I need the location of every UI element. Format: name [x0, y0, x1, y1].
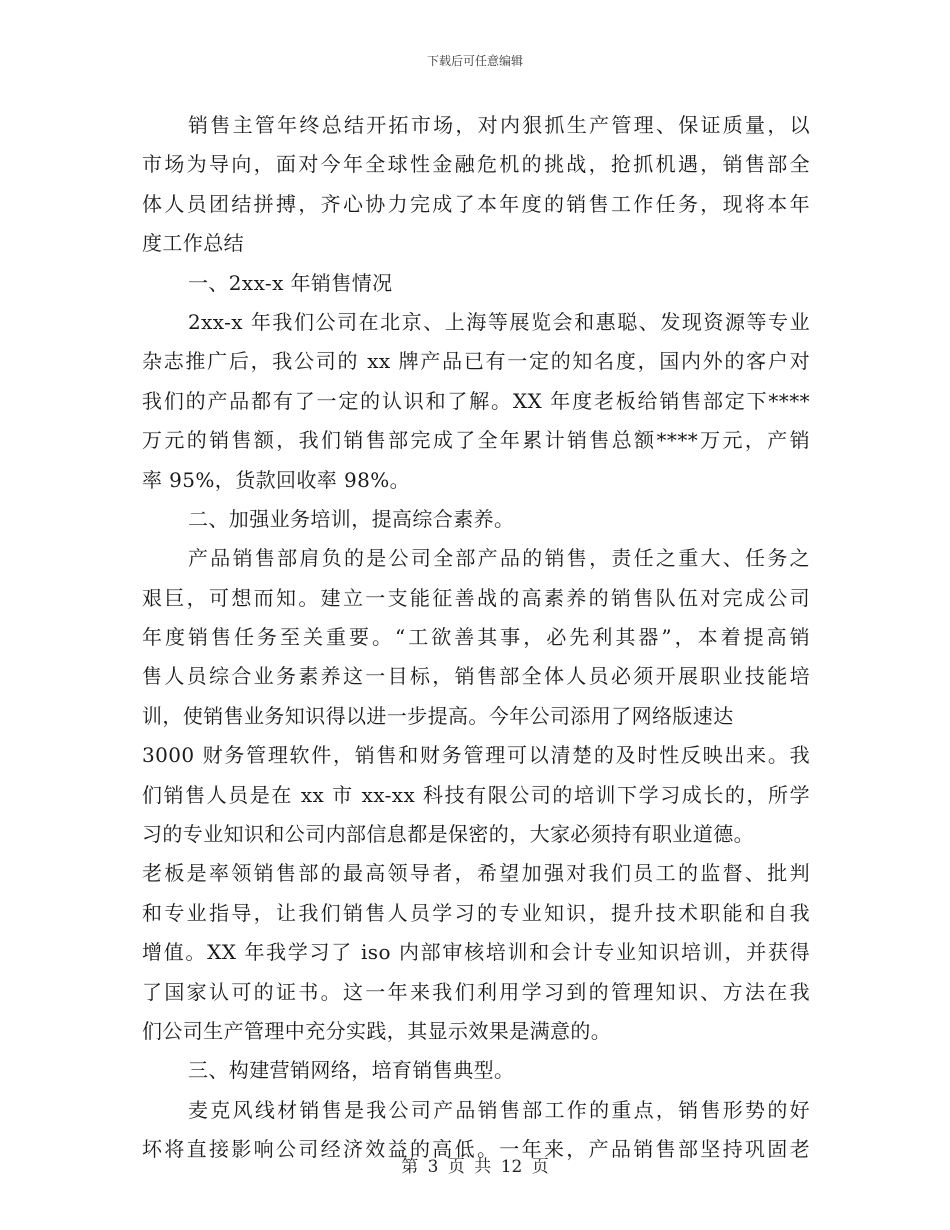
text-line: 们销售人员是在 xx 市 xx-xx 科技有限公司的培训下学习成长的，所学 — [142, 782, 810, 807]
text-line: 一、2xx-x 年销售情况 — [188, 270, 393, 295]
text-line: 我们的产品都有了一定的认识和了解。XX 年度老板给销售部定下**** — [142, 388, 810, 413]
text-line: 3000 财务管理软件，销售和财务管理可以清楚的及时性反映出来。我 — [142, 743, 810, 768]
text-line: 习的专业知识和公司内部信息都是保密的，大家必须持有职业道德。 — [142, 822, 754, 847]
text-line: 二、加强业务培训，提高综合素养。 — [188, 506, 515, 531]
text-line: 2xx-x 年我们公司在北京、上海等展览会和惠聪、发现资源等专业 — [188, 309, 810, 334]
text-line: 率 95%，货款回收率 98%。 — [142, 467, 411, 492]
text-line: 度工作总结 — [142, 231, 244, 256]
text-line: 和专业指导，让我们销售人员学习的专业知识，提升技术职能和自我 — [142, 900, 810, 925]
text-line: 老板是率领销售部的最高领导者，希望加强对我们员工的监督、批判 — [142, 861, 810, 886]
text-line: 了国家认可的证书。这一年来我们利用学习到的管理知识、方法在我 — [142, 979, 810, 1004]
text-line: 年度销售任务至关重要。“工欲善其事，必先利其器”，本着提高销 — [142, 625, 810, 650]
text-line: 售人员综合业务素养这一目标，销售部全体人员必须开展职业技能培 — [142, 664, 810, 689]
text-line: 们公司生产管理中充分实践，其显示效果是满意的。 — [142, 1018, 612, 1043]
text-line: 坏将直接影响公司经济效益的高低。一年来，产品销售部坚持巩固老 — [142, 1137, 810, 1162]
text-line: 三、构建营销网络，培育销售典型。 — [188, 1058, 515, 1083]
text-line: 杂志推广后，我公司的 xx 牌产品已有一定的知名度，国内外的客户对 — [142, 349, 810, 374]
text-line: 艰巨，可想而知。建立一支能征善战的高素养的销售队伍对完成公司 — [142, 585, 810, 610]
text-line: 万元的销售额，我们销售部完成了全年累计销售总额****万元，产销 — [142, 428, 810, 453]
text-line: 麦克风线材销售是我公司产品销售部工作的重点，销售形势的好 — [188, 1097, 810, 1122]
body-text — [142, 106, 810, 1170]
text-line: 产品销售部肩负的是公司全部产品的销售，责任之重大、任务之 — [188, 546, 810, 571]
page-header: 下载后可任意编辑 — [426, 54, 523, 68]
text-line: 体人员团结拼搏，齐心协力完成了本年度的销售工作任务，现将本年 — [142, 191, 810, 216]
text-line: 销售主管年终总结开拓市场，对内狠抓生产管理、保证质量，以 — [188, 113, 810, 137]
text-line: 市场为导向，面对今年全球性金融危机的挑战，抢抓机遇，销售部全 — [142, 152, 810, 177]
text-line: 增值。XX 年我学习了 iso 内部审核培训和会计专业知识培训，并获得 — [142, 940, 810, 965]
page-footer: 第 3 页 共 12 页 — [401, 1157, 549, 1177]
text-line: 训，使销售业务知识得以进一步提高。今年公司添用了网络版速达 — [142, 703, 734, 728]
